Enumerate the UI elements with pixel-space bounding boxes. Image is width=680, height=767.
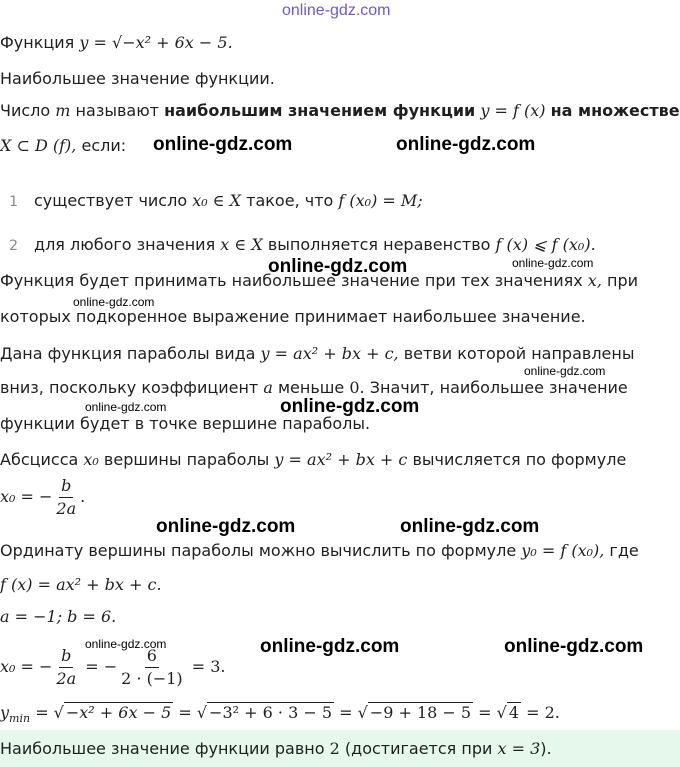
text: вниз, поскольку коэффициент [0,378,259,397]
paragraph-2-line-3: функции будет в точке вершине параболы. [0,414,371,433]
watermark: online-gdz.com [73,295,155,309]
list-text: для любого значения [34,235,216,254]
formula-parabola: y = ax² + bx + c, [260,344,399,363]
list-number: 1 [9,194,18,210]
text: где [609,541,639,560]
text-chislo: Число [0,101,51,120]
period: . [80,487,86,506]
vertex-formula [0,475,85,520]
text: вершины параболы [103,450,270,469]
answer-text: ). [540,739,552,758]
watermark: online-gdz.com [396,134,536,155]
formula-set: X ⊂ D (f), [0,136,77,155]
text: Ординату вершины параболы можно вычислить по формуле [0,541,517,560]
operator: = [478,703,492,722]
list-formula: f (x) ⩽ f (x₀). [495,235,596,254]
list-text: такое, что [246,191,334,210]
ymin-calculation: $y_{min}$ = √ −x² + 6x − 5 = √ −3² + 6 · 3 − 5 = √ −9 + 18 − 5 = √ 4 = 2. [0,703,560,726]
watermark-top: online-gdz.com [282,2,391,19]
result: = 2. [526,703,560,722]
section-heading: Наибольшее значение функции. [0,69,275,88]
denominator: 2 · (−1) [121,669,183,688]
subscript-min: min [9,712,31,726]
function-label: Функция [0,33,75,52]
list-text: существует число [34,191,188,210]
paragraph-4-line-1 [0,540,639,562]
var-m: m [55,101,71,120]
list-formula: x₀ ∈ X [192,191,242,210]
list-formula: x ∈ X [220,235,263,254]
bold-set: на множестве [550,101,680,120]
text: Функция будет принимать наибольшее значение при тех значениях [0,271,583,290]
definition-line [0,100,680,122]
watermark: online-gdz.com [280,396,420,417]
paragraph-1-line-2: которых подкоренное выражение принимает наибольшее значение. [0,307,586,326]
fraction [54,475,78,520]
list-item [0,234,596,257]
watermark: online-gdz.com [156,516,296,537]
formula-lhs: x₀ = − [0,657,53,676]
formula-y0: y₀ = f (x₀), [521,541,605,560]
watermark: online-gdz.com [153,134,293,155]
paragraph-3-line-1 [0,449,626,471]
numerator: b [59,645,73,668]
denominator: 2a [56,499,77,518]
operator: = [178,703,192,722]
answer-formula: x = 3 [497,739,541,758]
watermark: online-gdz.com [268,256,408,277]
numerator: 6 [145,645,159,668]
definition-line-2 [0,135,126,157]
var-a: a [263,378,273,397]
text: вычисляется по формуле [412,450,627,469]
text: Значит, наибольшее значение [369,378,628,397]
bold-term: наибольшим значением функции [164,101,476,120]
formula-ab: a = −1; b = 6. [0,607,117,626]
operator: = [35,703,49,722]
operator: = [339,703,353,722]
text: ветви которой направлены [403,344,635,363]
list-item [0,190,423,213]
formula-fx: y = f (x) [480,101,546,120]
radicand: −3² + 6 · 3 − 5 [209,703,332,722]
watermark: online-gdz.com [504,636,644,657]
watermark: online-gdz.com [85,400,167,414]
watermark: online-gdz.com [85,637,167,651]
function-definition [0,32,233,54]
list-number: 2 [9,238,18,254]
paragraph-1-line-1 [0,270,638,292]
answer-box [0,730,680,767]
list-text: выполняется неравенство [267,235,491,254]
function-form [0,574,162,596]
vertex-calculation [0,645,226,690]
text-esli: если: [81,136,127,155]
var-y: y [0,703,10,722]
denominator: 2a [56,669,77,688]
coefficients [0,606,116,628]
fraction [54,645,78,690]
formula-fx: f (x) = ax² + bx + c. [0,575,162,594]
radicand: 4 [508,703,520,722]
watermark: online-gdz.com [512,256,594,270]
text: меньше [277,378,345,397]
answer-value: 2 [329,739,340,758]
formula-lhs: x₀ = − [0,487,53,506]
watermark: online-gdz.com [400,516,540,537]
var-x0: x₀ [83,450,99,469]
answer-text: Наибольшее значение функции равно [0,739,325,758]
text-nazyvayut: называют [75,101,159,120]
paragraph-2-line-1 [0,343,634,365]
watermark: online-gdz.com [524,364,606,378]
formula-parabola: y = ax² + bx + c [274,450,408,469]
radicand: −9 + 18 − 5 [369,703,472,722]
radicand: −x² + 6x − 5 [65,703,172,722]
function-formula: y = √−x² + 6x − 5. [79,33,233,52]
text: при [607,271,639,290]
fraction [119,645,185,690]
result: = 3. [191,657,226,676]
operator: = − [85,657,118,676]
text: Абсцисса [0,450,79,469]
answer-text: (достигается при [344,739,493,758]
number-zero: 0. [349,378,365,397]
watermark: online-gdz.com [260,636,400,657]
numerator: b [59,475,73,498]
var-x: x, [587,271,602,290]
list-formula: f (x₀) = M; [338,191,423,210]
text: Дана функция параболы вида [0,344,256,363]
